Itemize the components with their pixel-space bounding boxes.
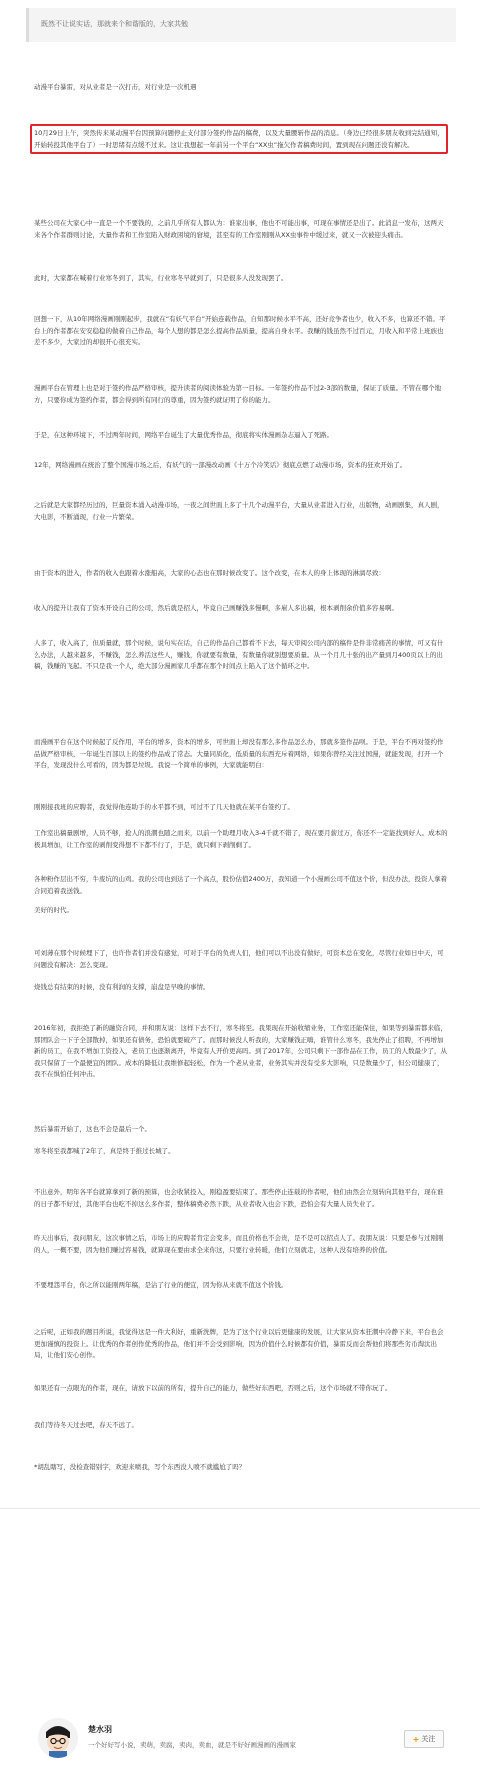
paragraph-1: 动漫平台暴雷，对从业者是一次打击，对行业是一次机遇 xyxy=(34,83,197,91)
avatar-cartoon-icon xyxy=(38,1718,78,1758)
paragraph-3: 某些公司在大家心中一直是一个不要钱的，之前几乎所有人都认为：谁家出事，他也不可能出事，可现在事情还是出了。此消息一发布，这两天来各个作者群则讨论，大量作者和工作室陷入财政困境的窘境，甚至有的工作室刚刚从XX虫事件中缓过来，就又一次被迎头痛击。 xyxy=(34,219,444,239)
paragraph-2: 10月29日上午，突然传来某动漫平台因预算问题停止支付部分签约作品的稿费，以及大量腰斩作品的消息。（身边已经很多朋友收到完结通知，开始转投其他平台了）一时思绪有点缓不过来。这让我想起一年前另一个平台“XX虫”拖欠作者稿费时间，置到现在问题还没有解决。 xyxy=(34,129,444,149)
paragraph-9: 之后就是大家都经历过的，巨量资本涌入动漫市场，一夜之间世面上多了十几个动漫平台，大量从业者进入行业，出版物，动画剧集，真人剧，大电影，不断涌现，行业一片繁荣。 xyxy=(34,501,444,521)
paragraph-11: 收入的提升让我有了资本开设自己的公司，然后就是招人，毕竟自己画赚钱多慢啊，多雇人多出稿，根本剥削余价值多容易啊。 xyxy=(34,604,398,612)
highlight-box xyxy=(30,124,448,154)
paragraph-15: 工作室出稿量剧增，人员不够，抢人的浪潮也随之而来，以前一个助理月收入3-4千就不错了，现在要月薪过万，你还不一定能找到好人。成本的极具增加，让工作室的剥削变得想不下都不行了，于是，就只剩下剥削剩了。 xyxy=(34,829,448,849)
paragraph-16: 各种粉作层出不穷，牛废坑的山鸡。我的公司也到达了一个高点，股份估值2400万，我知道一个小漫画公司不值这个价，但没办法，投资人拿着合同追着我送钱。 xyxy=(34,875,448,895)
paragraph-29: *胡乱瞎写，没检查错别字，欢迎来喷我，写个东西没人喷不就尴尬了吗？ xyxy=(34,1463,246,1471)
paragraph-4: 此时，大家都在喊着行业寒冬到了，其实，行业寒冬早就到了，只是很多人没发现罢了。 xyxy=(34,274,288,282)
paragraph-6: 漫画平台在管理上也是对于签约作品严格审核，提升读者的阅读体验为第一目标。一年签约作品不过2-3部的数量，保证了质量。不管在哪个地方，只要你成为签约作者，都会得到所有同行的尊重，因为签约就证明了你的能力。 xyxy=(34,384,442,404)
paragraph-23: 不出意外，明年各平台就算拿到了新的预算，也会收紧投入，刚稳盈要结束了。那些停止连载的作者呢，他们由然会立刻转向其他平台，现在谁的日子都不好过，其他平台也吃不掉这么多作者，整体稿费必然下跌，从业者收入也会下跌，恐怕会有大量人员失业了。 xyxy=(34,1188,444,1208)
paragraph-5: 回想一下，从10年网络漫画刚刚起步，我就在“有妖气平台”开始连载作品，自知那时候水平不高，还好竞争者也少，收入不多，也算还不错。平台上的作者都在安安稳稳的做着自己作品，每个人想的都是怎么提高作品质量，提高自身水平。我赚的钱虽然不过百元，月收入和平常上班族也差不多少，大家过的却很开心很充实。 xyxy=(34,315,446,346)
author-bio: 一个好好写小说，卖萌，卖腐，卖肉，卖血，就是不好好画漫画的漫画家 xyxy=(88,1741,296,1749)
paragraph-27: 如果还有一点眼光的作者，现在，请放下以前的所有，提升自己的能力，做些好东西吧，否则之后，这个市场就不带你玩了。 xyxy=(34,1384,392,1392)
avatar[interactable] xyxy=(38,1718,78,1758)
paragraph-10: 由于资本的进入，作者的收入也跟着水涨船高，大家的心态也在那时候改变了。这个改变，在本人的身上体现的淋漓尽致： xyxy=(34,569,385,577)
paragraph-28: 我们等待冬天过去吧，春天不远了。 xyxy=(34,1421,138,1429)
paragraph-24: 昨天出事后，我问朋友，这次事情之后，市场上的应聘者肯定会变多，而且价格也不会贵，是不是可以招点人了。我朋友说：只要是参与过刚刚的人，一概不要，因为他们赚过容易钱，就算现在要由求全来你这，只要行业转暖，他们立刻就走，这种人没有培养的价值。 xyxy=(34,1234,444,1254)
paragraph-8: 12年，网络漫画在统治了整个国漫市场之后，有妖气的一部漫改动画《十万个冷笑话》彻底点燃了动漫市场，资本的狂欢开始了。 xyxy=(34,461,407,469)
paragraph-14: 刚刚接我班的应聘者，我觉得他连助手的水平都不到，可过不了几天他就在某平台签约了。 xyxy=(34,803,294,811)
follow-label: 关注 xyxy=(421,1735,436,1743)
follow-button[interactable] xyxy=(404,1730,444,1748)
paragraph-25: 不要埋怨平台，你之所以能刚两年稿，是沾了行业的便宜，因为你从来就不值这个价钱。 xyxy=(34,1281,288,1289)
paragraph-19: 烧钱总有结束的时候，没有利润的支撑，崩盘是早晚的事情。 xyxy=(34,983,210,991)
author-card xyxy=(0,1718,480,1788)
quote-block: 既然不让说实话，那就来个和谐版的，大家共勉 xyxy=(26,8,456,42)
plus-icon: + xyxy=(412,1734,420,1744)
paragraph-17: 美好的时代。 xyxy=(34,906,73,914)
paragraph-13: 而漫画平台在这个时候起了反作用，平台的增多，资本的增多，可世面上却没有那么多作品怎么办，那就多签作品呗。于是，平台不再对签约作品做严格审核，一年诞生百部以上的签约作品成了常态。大量同质化，低质量的东西充斥着网络，如果你曾经关注过国漫，就能发现，打开一个平台，发现没什么可看的，因为都是垃圾。我说一个简单的事例，大家就能明白： xyxy=(34,738,444,769)
paragraph-20: 2016年初，我拒绝了新的融资合同，并和朋友说：这样下去不行，寒冬将至。我果现在开始收缩业务，工作室还能保住，如果等到暴雷都来临，那团队会一下子全部散掉，如果还有债务，恐怕就要破产了。而那时候没人听我的，大家赚钱正嗨，谁管什么寒冬，我先停止了招聘，不再增加新的员工，在我不增加工资投入，老员工也逐渐离开，毕竟有人开价更高吗。到了2017年，公司只剩下一部作品在工作，员工的人数最少了，从我只保留了一个最便宜的团队。成本的降低让我维修起轻松，作为一个老从业者，业务其实并没有受多大影响，只是数量少了，但公司健康了，我不在惧怕任何冲击。 xyxy=(34,1024,448,1078)
paragraph-21: 然后暴雷开始了，这也不会是最后一个。 xyxy=(34,1125,151,1133)
author-name[interactable]: 楚水羽 xyxy=(88,1725,112,1734)
paragraph-12: 人多了，收入高了，但质量就，那个时候，说句实在话，自己的作品自己都看不下去，每天审阅公司内部的稿件是件非常痛苦的事情，可又有什么办法，人越来越多，不赚钱，怎么养活这些人，赚钱，你就要有数量，有数量你就别想要质量。从一个月几十张的出产量到月400页以上的出稿，钱赚的飞起。不只是我一个人，绝大部分漫画家几乎都在那个时间点上陷入了这个循环之中。 xyxy=(34,639,444,670)
paragraph-26: 之后呢，正如我的题目所说，我觉得这是一件大利好，重新洗牌，是为了这个行业以后更健康的发展，让大家从资本狂潮中冷静下来，平台也会更加谨慎的投资上。让优秀的作者创作优秀的作品，他们并不会受到影响，因为价值什么时候都有价值，暴雷反而会帮他们将那些劣币淘汰出局，让他们安心创作。 xyxy=(34,1328,444,1359)
paragraph-22: 寒冬将至我都喊了2年了，真是终于推过长城了。 xyxy=(34,1147,175,1155)
paragraph-18: 可刘薄在那个时候埋下了，也许作者们并没有感觉，可对于平台的负责人们，他们可以不出没有做好，可资本总在变化，尽管行业如日中天，可问题没有解决：怎么变现。 xyxy=(34,949,444,969)
divider xyxy=(0,1508,480,1509)
paragraph-7: 于是，在这种环境下，不过两年时间，网络平台诞生了大量优秀作品，彻底将实体漫画杂志逼入了死路。 xyxy=(34,431,333,439)
